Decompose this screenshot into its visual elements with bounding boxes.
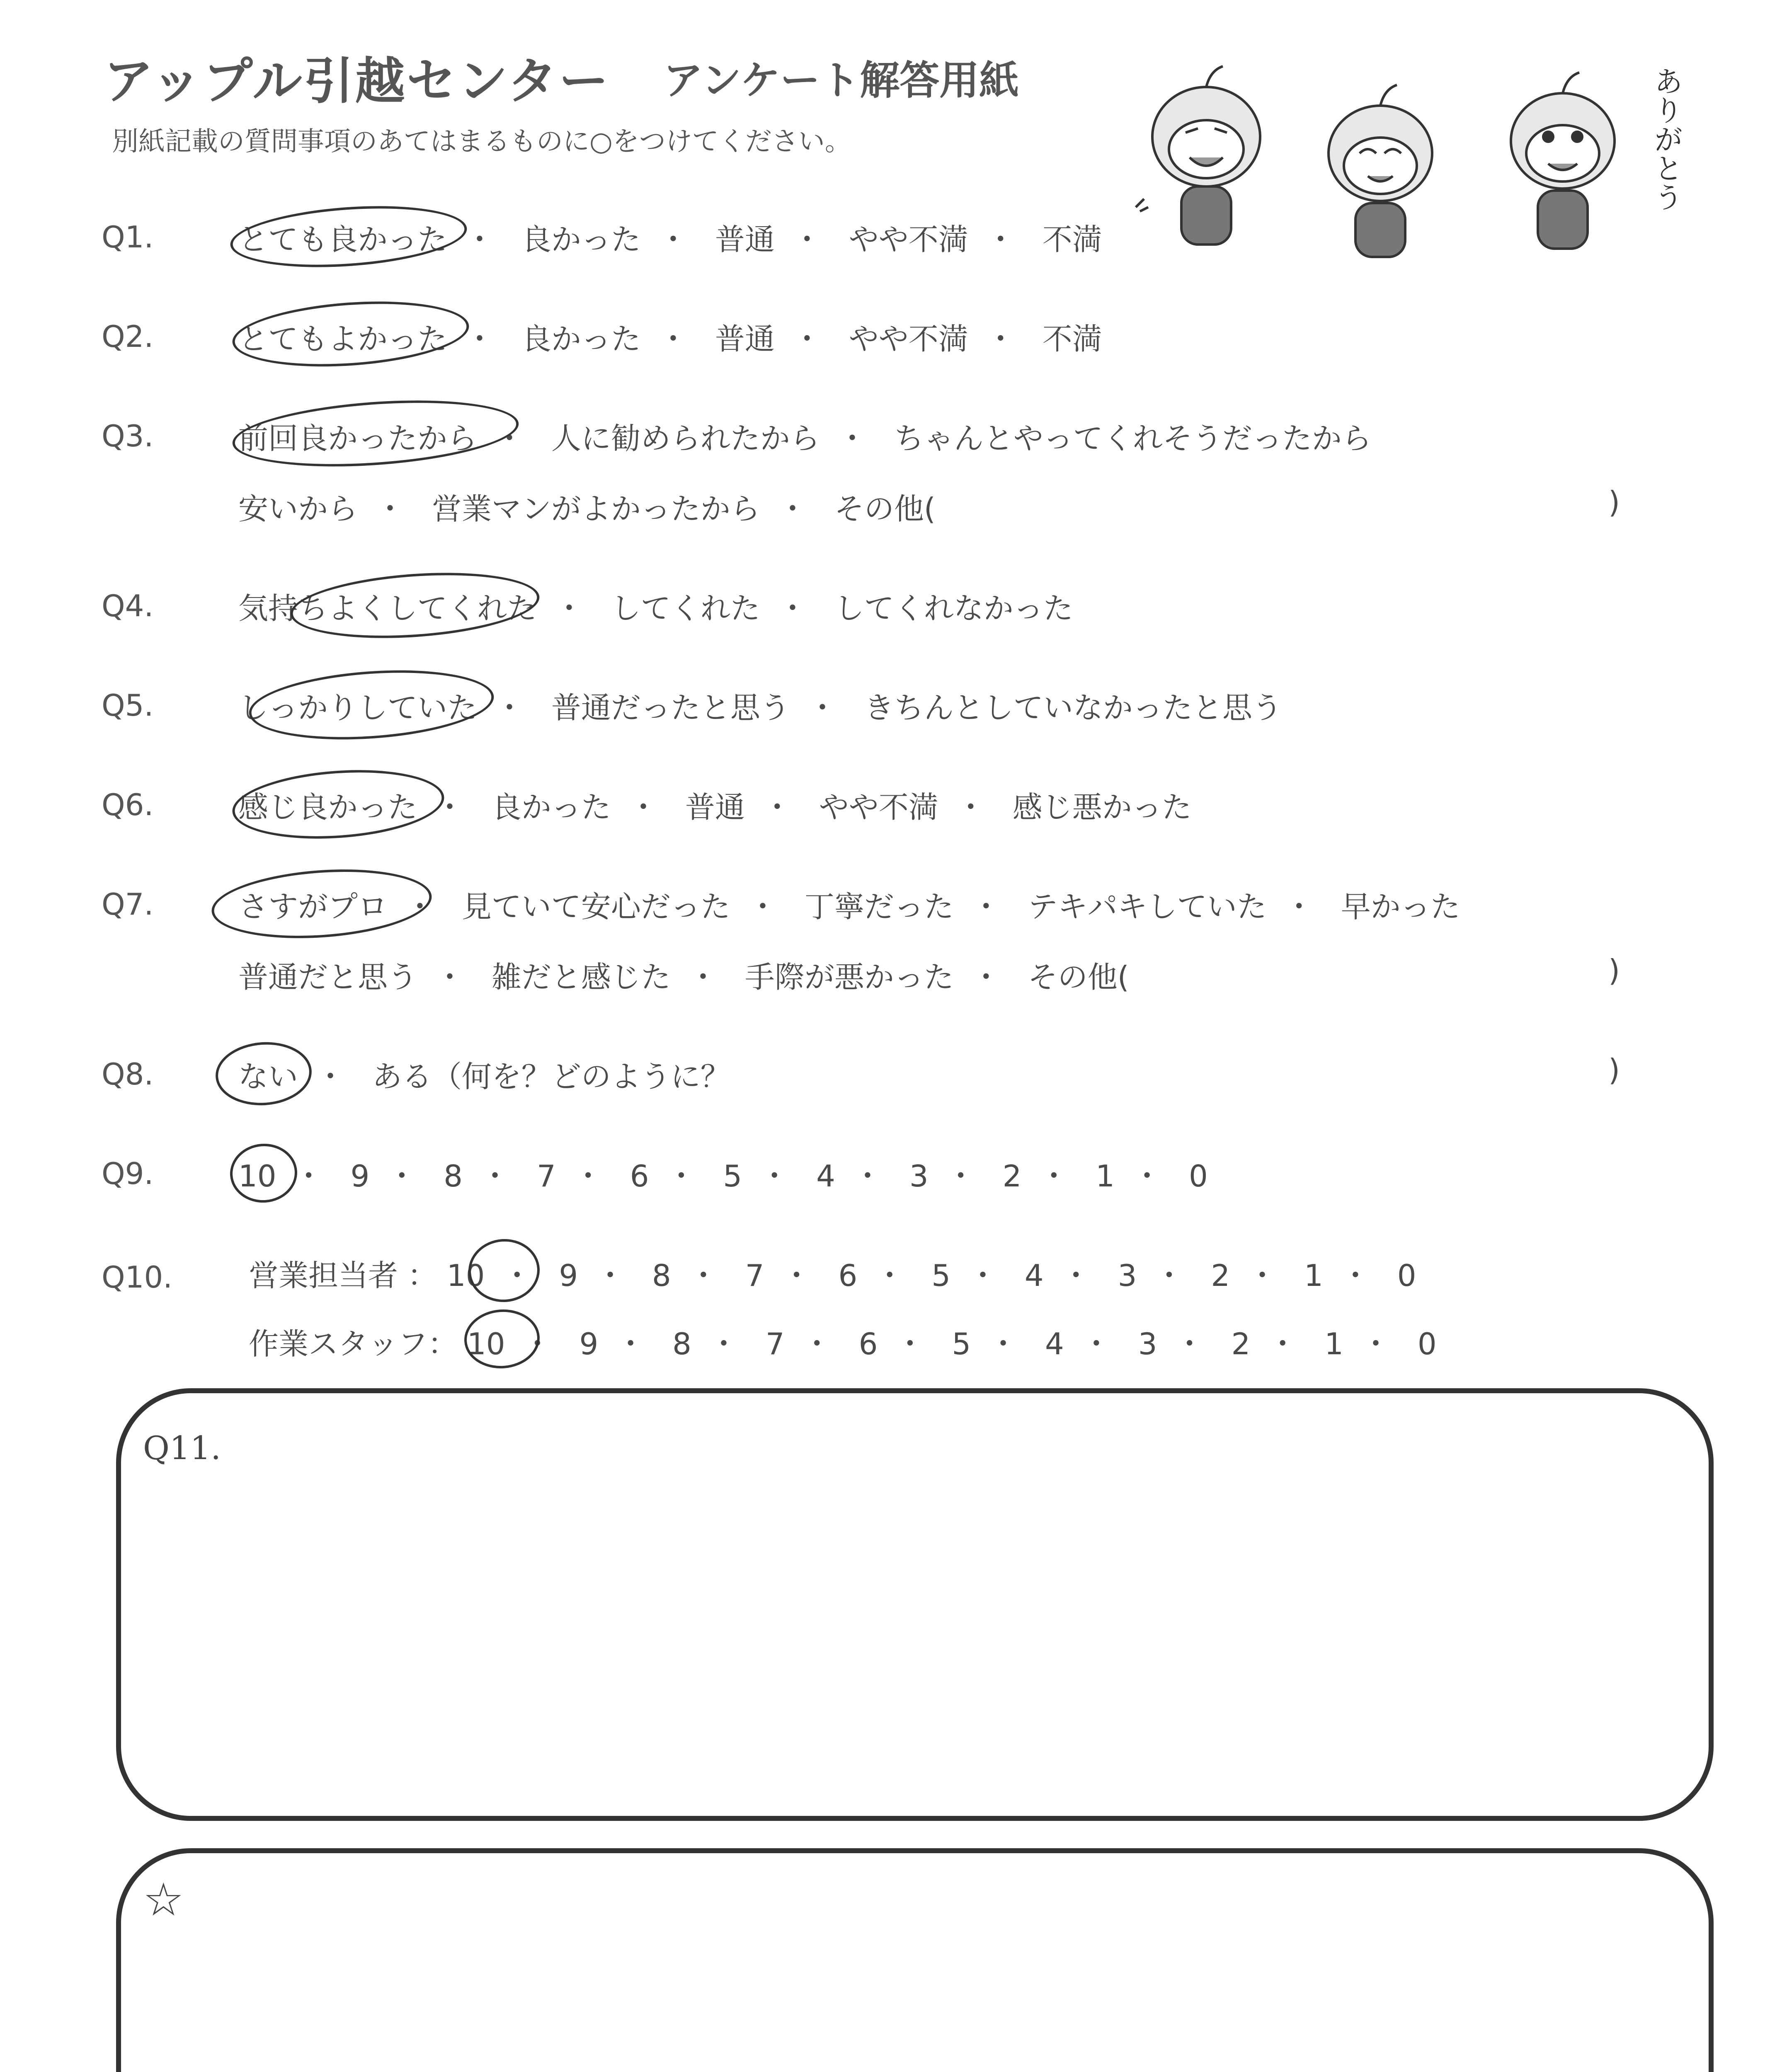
q7-option-7[interactable]: 雑だと感じた	[491, 960, 671, 995]
star-label: ☆	[143, 1873, 184, 1926]
q2-label: Q2.	[102, 319, 154, 354]
q7-option-1[interactable]: さすがプロ	[238, 889, 388, 924]
q10-sales-option-6[interactable]: 6	[838, 1258, 858, 1293]
q4-label: Q4.	[102, 588, 154, 623]
q2-option-1[interactable]: とてもよかった	[238, 322, 448, 356]
q9-options: 10 ・ 9 ・ 8 ・ 7 ・ 6 ・ 5 ・ 4 ・ 3 ・ 2 ・ 1 ・ 0	[238, 1159, 1208, 1193]
q9-answer-circle	[228, 1142, 299, 1205]
q4-option-3[interactable]: してくれなかった	[834, 591, 1073, 626]
q10-staff-label: 作業スタッフ：	[249, 1326, 458, 1361]
q3-label: Q3.	[102, 419, 154, 453]
q10-sales-option-10[interactable]: 10	[446, 1258, 485, 1293]
q7-option-9[interactable]: その他(	[1028, 960, 1129, 995]
q7-option-4[interactable]: テキパキしていた	[1028, 889, 1267, 924]
q8-answer-circle	[213, 1039, 314, 1109]
mascot-label: ありがとう	[1649, 66, 1683, 211]
q10-sales-option-9[interactable]: 9	[559, 1258, 578, 1293]
q9-option-10[interactable]: 10	[238, 1159, 276, 1193]
q1-option-1[interactable]: とても良かった	[238, 222, 448, 257]
mascot-2	[1329, 85, 1432, 257]
q3-option-1[interactable]: 前回良かったから	[238, 421, 478, 456]
q3-options: 前回良かったから ・ 人に勧められたから ・ ちゃんとやってくれそうだったから	[238, 421, 1372, 456]
q5-option-3[interactable]: きちんとしていなかったと思う	[864, 690, 1282, 725]
q4-option-2[interactable]: してくれた	[611, 591, 760, 626]
q10-staff-option-1[interactable]: 1	[1324, 1326, 1343, 1361]
q7-label: Q7.	[102, 887, 154, 922]
q6-option-3[interactable]: 普通	[685, 790, 745, 825]
q1-option-5[interactable]: 不満	[1042, 222, 1102, 257]
q7-answer-circle	[209, 863, 434, 945]
q1-answer-circle	[228, 199, 469, 274]
q2-options: とてもよかった ・ 良かった ・ 普通 ・ やや不満 ・ 不満	[238, 322, 1102, 356]
q6-option-1[interactable]: 感じ良かった	[238, 790, 418, 825]
q9-option-3[interactable]: 3	[909, 1159, 929, 1193]
q1-option-4[interactable]: やや不満	[849, 222, 968, 257]
q7-option-5[interactable]: 早かった	[1341, 889, 1460, 924]
q10-sales-label: 営業担当者 ：	[249, 1258, 437, 1293]
q8-option-1[interactable]: ない	[238, 1059, 298, 1094]
q1-option-3[interactable]: 普通	[715, 222, 775, 257]
q9-option-9[interactable]: 9	[350, 1159, 370, 1193]
q9-option-7[interactable]: 7	[536, 1159, 556, 1193]
q6-options: 感じ良かった ・ 良かった ・ 普通 ・ やや不満 ・ 感じ悪かった	[238, 790, 1192, 825]
q9-label: Q9.	[102, 1156, 154, 1191]
q9-option-1[interactable]: 1	[1096, 1159, 1115, 1193]
q8-label: Q8.	[102, 1057, 154, 1092]
star-comment-box[interactable]	[116, 1848, 1714, 2072]
q1-label: Q1.	[102, 220, 154, 254]
q10-sales-option-0[interactable]: 0	[1397, 1258, 1416, 1293]
q4-option-1[interactable]: 気持ちよくしてくれた	[238, 591, 537, 626]
q10-staff-option-5[interactable]: 5	[952, 1326, 971, 1361]
q10-sales-option-1[interactable]: 1	[1304, 1258, 1323, 1293]
mascot-illustration	[1119, 50, 1691, 265]
q10-staff-option-10[interactable]: 10	[467, 1326, 505, 1361]
q5-label: Q5.	[102, 688, 154, 723]
q9-option-8[interactable]: 8	[444, 1159, 463, 1193]
q9-option-4[interactable]: 4	[816, 1159, 835, 1193]
q10-sales-option-3[interactable]: 3	[1118, 1258, 1137, 1293]
q6-option-5[interactable]: 感じ悪かった	[1012, 790, 1192, 825]
q5-answer-circle	[247, 663, 496, 747]
q3-option-5[interactable]: 営業マンがよかったから	[432, 491, 760, 526]
q1-option-2[interactable]: 良かった	[521, 222, 641, 257]
q7-options-row2: 普通だと思う ・ 雑だと感じた ・ 手際が悪かった ・ その他(	[238, 960, 1129, 995]
q6-option-2[interactable]: 良かった	[491, 790, 611, 825]
page-subtitle: アンケート解答用紙	[663, 57, 1019, 104]
q11-label: Q11.	[143, 1430, 221, 1467]
q6-option-4[interactable]: やや不満	[819, 790, 938, 825]
q11-comment-box[interactable]	[116, 1388, 1714, 1821]
q7-option-8[interactable]: 手際が悪かった	[744, 960, 954, 995]
q7-option-2[interactable]: 見ていて安心だった	[461, 889, 730, 924]
q5-option-2[interactable]: 普通だったと思う	[551, 690, 790, 725]
q2-option-2[interactable]: 良かった	[521, 322, 641, 356]
q3-paren-close: )	[1608, 485, 1620, 520]
q7-options: さすがプロ ・ 見ていて安心だった ・ 丁寧だった ・ テキパキしていた ・ 早かった	[238, 889, 1460, 924]
q2-option-3[interactable]: 普通	[715, 322, 775, 356]
q2-option-5[interactable]: 不満	[1042, 322, 1102, 356]
q10-label: Q10.	[102, 1260, 173, 1295]
q6-answer-circle	[230, 763, 446, 845]
q10-sales-option-2[interactable]: 2	[1211, 1258, 1230, 1293]
q4-options: 気持ちよくしてくれた ・ してくれた ・ してくれなかった	[238, 591, 1073, 626]
q10-staff-option-9[interactable]: 9	[579, 1326, 599, 1361]
q8-options: ない ・ ある（何を？どのように？	[238, 1059, 730, 1094]
q3-option-4[interactable]: 安いから	[238, 491, 358, 526]
q2-answer-circle	[230, 294, 471, 374]
q10-staff-option-7[interactable]: 7	[765, 1326, 785, 1361]
q10-staff-option-2[interactable]: 2	[1231, 1326, 1251, 1361]
q9-option-6[interactable]: 6	[630, 1159, 649, 1193]
q1-options: とても良かった ・ 良かった ・ 普通 ・ やや不満 ・ 不満	[238, 222, 1102, 257]
q5-options: しっかりしていた ・ 普通だったと思う ・ きちんとしていなかったと思う	[238, 690, 1282, 725]
q7-paren-close: )	[1608, 953, 1620, 988]
page-title: アップル引越センター	[104, 53, 610, 110]
q7-option-6[interactable]: 普通だと思う	[238, 960, 418, 995]
q8-option-2[interactable]: ある（何を？どのように？	[372, 1059, 730, 1094]
q3-answer-circle	[230, 392, 521, 475]
q3-options-row2: 安いから ・ 営業マンがよかったから ・ その他(	[238, 491, 936, 526]
q10-staff-option-0[interactable]: 0	[1417, 1326, 1437, 1361]
q7-option-3[interactable]: 丁寧だった	[804, 889, 954, 924]
q10-sales-option-8[interactable]: 8	[652, 1258, 671, 1293]
q8-paren-close: )	[1608, 1053, 1620, 1087]
instruction-text: 別紙記載の質問事項のあてはまるものに○をつけてください。	[112, 126, 851, 157]
q10-staff-option-4[interactable]: 4	[1045, 1326, 1064, 1361]
q6-label: Q6.	[102, 787, 154, 822]
q9-option-0[interactable]: 0	[1189, 1159, 1208, 1193]
q10-sales-option-5[interactable]: 5	[931, 1258, 950, 1293]
q5-option-1[interactable]: しっかりしていた	[238, 690, 478, 725]
mascot-3	[1511, 73, 1615, 249]
q10-staff-option-3[interactable]: 3	[1138, 1326, 1157, 1361]
q10-sales-option-7[interactable]: 7	[745, 1258, 764, 1293]
mascot-1	[1136, 66, 1260, 244]
q3-option-2[interactable]: 人に勧められたから	[551, 421, 820, 456]
q10-sales-option-4[interactable]: 4	[1024, 1258, 1044, 1293]
q10-staff-option-6[interactable]: 6	[858, 1326, 878, 1361]
q9-option-2[interactable]: 2	[1002, 1159, 1022, 1193]
q10-sales-row: 営業担当者 ： 10 ・ 9 ・ 8 ・ 7 ・ 6 ・ 5 ・ 4 ・ 3 ・ 2 ・ 1 ・ 0	[249, 1258, 1416, 1293]
q3-option-6[interactable]: その他(	[834, 491, 936, 526]
q10-staff-option-8[interactable]: 8	[672, 1326, 691, 1361]
q3-option-3[interactable]: ちゃんとやってくれそうだったから	[894, 421, 1372, 456]
q9-option-5[interactable]: 5	[723, 1159, 742, 1193]
q10-staff-row: 作業スタッフ： 10 ・ 9 ・ 8 ・ 7 ・ 6 ・ 5 ・ 4 ・ 3 ・ 2 ・ 1 ・ 0	[249, 1326, 1437, 1361]
q4-answer-circle	[288, 565, 541, 646]
q2-option-4[interactable]: やや不満	[849, 322, 968, 356]
